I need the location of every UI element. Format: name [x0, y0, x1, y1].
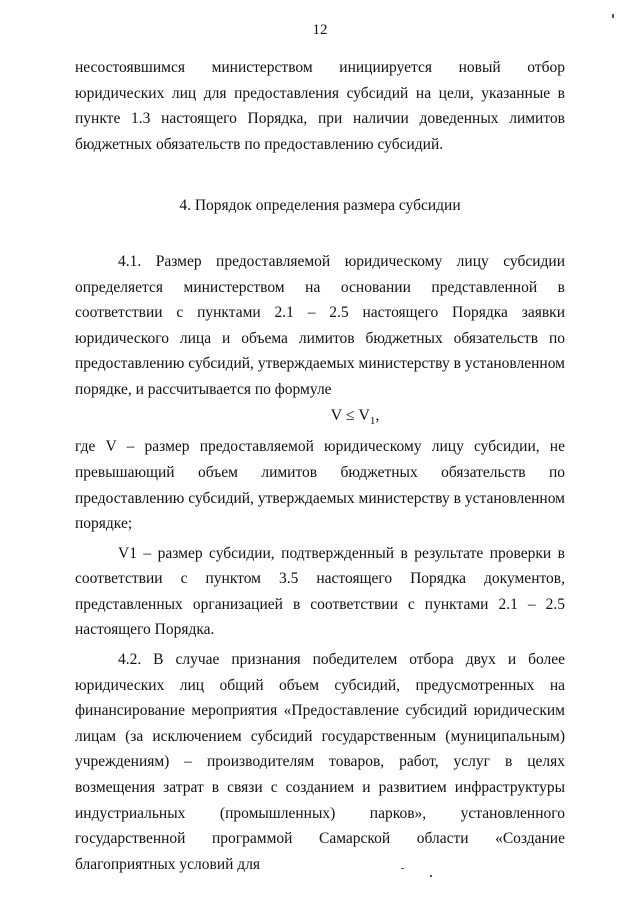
paragraph-4-1: 4.1. Размер предоставляемой юридическому лицу субсидии определяется министерством на основании представленной в соответствии с пунктами 2.1 – 2.5 настоящего Порядка заявки юридического лица и объема лимитов бюджетных обязательств по предоставлению субсидий, утверждаемых министерству в установленном порядке, и рассчитывается по формуле [75, 252, 565, 398]
formula-subscript: 1 [369, 414, 376, 427]
paragraph-4-2: 4.2. В случае признания победителем отбора двух и более юридических лиц общий объем субсидий, предусмотренных на финансирование мероприятия «Предоставление субсидий юридическим лицам (за исключением субсидий государственным (муниципальным) учреждениям) – производителям товаров, работ, услуг в целях возмещения затрат в связи с созданием и развитием инфраструктуры индустриальных (промышленных) парков», установленного государственной программой Самарской области «Создание благоприятных условий для [75, 651, 565, 873]
section-heading: 4. Порядок определения размера субсидии [179, 197, 461, 215]
formula [75, 403, 565, 435]
paragraph-continuation: несостоявшимся министерством инициируется новый отбор юридических лиц для предоставления субсидий на цели, указанные в пункте 1.3 настоящего Порядка, при наличии доведенных лимитов бюджетных обязательств по предоставлению субсидий. [75, 59, 565, 153]
formula-tail: , [375, 406, 380, 424]
scan-speck [430, 875, 432, 877]
formula-lhs: V ≤ V [330, 406, 370, 424]
document-body [75, 55, 565, 877]
page-number: 12 [312, 22, 328, 38]
paragraph-definition-v1: V1 – размер субсидии, подтвержденный в результате проверки в соответствии с пунктом 3.5 настоящего Порядка документов, представленных организацией в соответствии с пунктами 2.1 – 2.5 настоящего Порядка. [75, 544, 565, 639]
paragraph-definition-v: где V – размер предоставляемой юридическому лицу субсидии, не превышающий объем лимитов бюджетных обязательств по предоставлению субсидий, утверждаемых министерству в установленном порядке; [75, 438, 565, 533]
scan-speck [401, 868, 404, 869]
scan-speck [612, 14, 614, 18]
